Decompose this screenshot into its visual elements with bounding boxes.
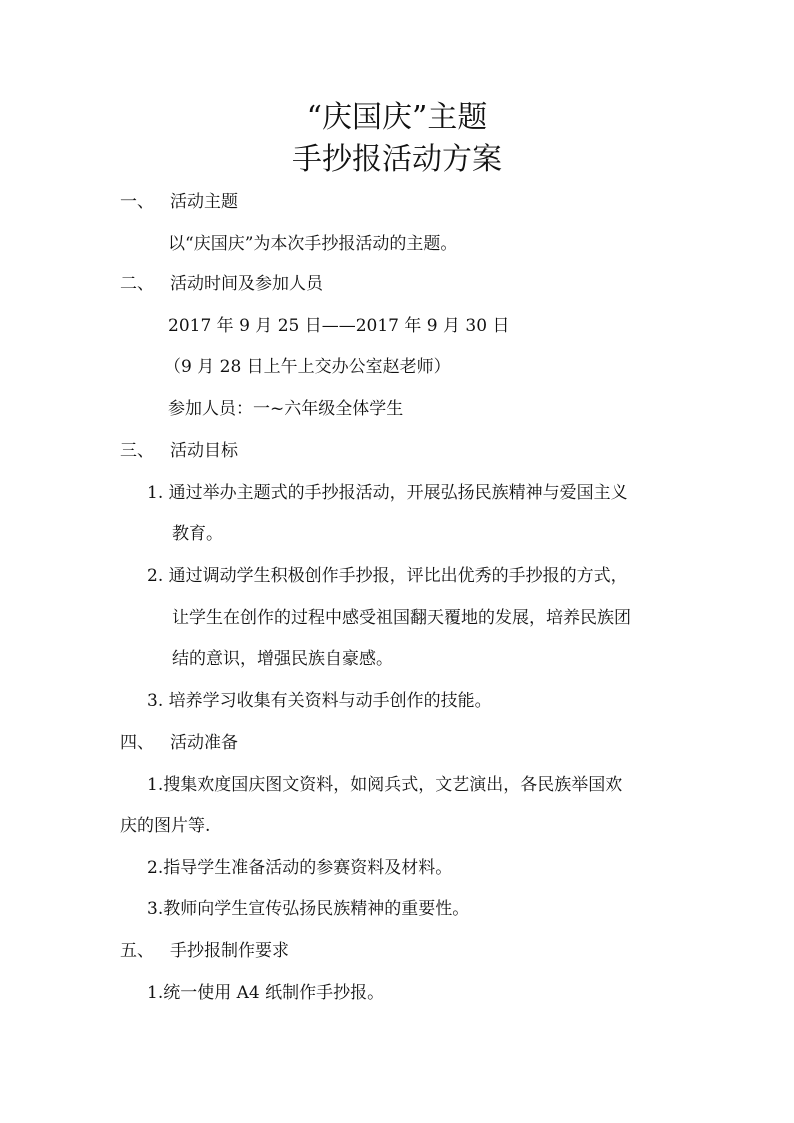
section-3-number: 三、 <box>120 441 154 461</box>
section-3-list-line: 2. 通过调动学生积极创作手抄报，评比出优秀的手抄报的方式， <box>147 566 628 586</box>
section-3-list-line: 1. 通过举办主题式的手抄报活动，开展弘扬民族精神与爱国主义 <box>147 483 628 503</box>
section-5-title: 手抄报制作要求 <box>170 941 289 961</box>
section-1-body-line: 以“庆国庆”为本次手抄报活动的主题。 <box>168 234 458 254</box>
section-4-number: 四、 <box>120 733 154 753</box>
section-4-list-line: 2.指导学生准备活动的参赛资料及材料。 <box>147 858 453 878</box>
section-3-list-line: 让学生在创作的过程中感受祖国翻天覆地的发展，培养民族团 <box>172 608 631 628</box>
section-1-number: 一、 <box>120 192 154 212</box>
section-3-title: 活动目标 <box>170 441 238 461</box>
section-3-list-line: 结的意识，增强民族自豪感。 <box>172 649 393 669</box>
section-4-list-line: 3.教师向学生宣传弘扬民族精神的重要性。 <box>147 899 470 919</box>
page-title-line1: “庆国庆”主题 <box>306 100 488 135</box>
section-4-title: 活动准备 <box>170 733 238 753</box>
section-1-title: 活动主题 <box>170 192 238 212</box>
page-title-line2: 手抄报活动方案 <box>292 142 502 177</box>
section-4-list-line: 1.搜集欢度国庆图文资料，如阅兵式，文艺演出，各民族举国欢 <box>147 775 623 795</box>
section-2-title: 活动时间及参加人员 <box>170 274 323 294</box>
section-4-list-line: 庆的图片等. <box>120 816 211 836</box>
section-3-list-line: 教育。 <box>172 524 223 544</box>
section-5-number: 五、 <box>120 941 154 961</box>
section-2-body-line: 参加人员：一~六年级全体学生 <box>168 399 404 419</box>
section-2-body-line: （9 月 28 日上午上交办公室赵老师） <box>164 357 451 377</box>
section-3-list-line: 3. 培养学习收集有关资料与动手创作的技能。 <box>147 691 492 711</box>
section-5-list-line: 1.统一使用 A4 纸制作手抄报。 <box>147 983 385 1003</box>
section-2-number: 二、 <box>120 274 154 294</box>
section-2-body-line: 2017 年 9 月 25 日——2017 年 9 月 30 日 <box>168 316 510 336</box>
